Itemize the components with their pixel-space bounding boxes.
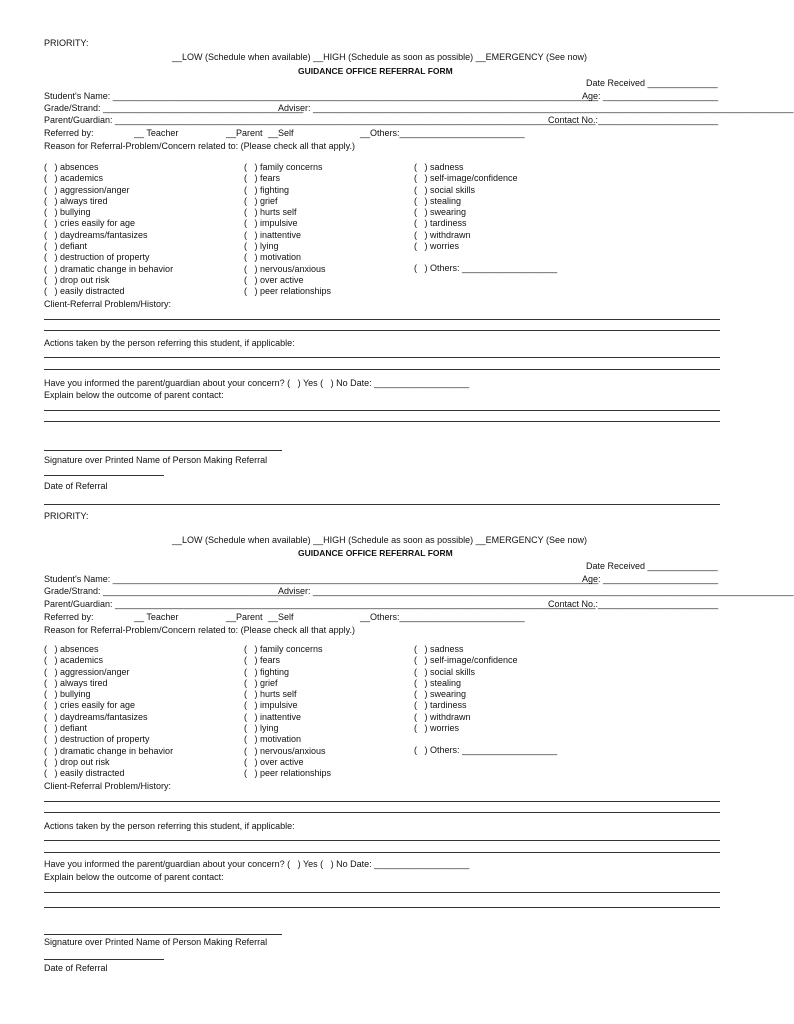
concern-checkbox[interactable]: ( ) hurts self	[244, 207, 297, 218]
answer-line[interactable]	[44, 421, 720, 422]
concern-checkbox[interactable]: ( ) tardiness	[414, 700, 467, 711]
concern-checkbox[interactable]: ( ) dramatic change in behavior	[44, 745, 174, 756]
concern-checkbox[interactable]: ( ) daydreams/fantasizes	[44, 711, 148, 722]
concern-checkbox[interactable]: ( ) grief	[244, 195, 278, 206]
concern-checkbox[interactable]: ( ) tardiness	[414, 218, 467, 229]
concern-column-2	[244, 162, 331, 298]
concern-checkbox[interactable]: ( ) over active	[244, 274, 304, 285]
referred-by-label: Referred by:	[44, 612, 94, 622]
referred-others-field[interactable]: __Others:_________________________	[360, 128, 525, 138]
concern-column-1	[44, 162, 173, 298]
actions-label: Actions taken by the person referring this student, if applicable:	[44, 338, 295, 348]
concern-checkbox[interactable]: ( ) nervous/anxious	[244, 745, 326, 756]
concern-checkbox[interactable]: ( ) aggression/anger	[44, 184, 130, 195]
concern-checkbox[interactable]: ( ) stealing	[414, 677, 462, 688]
concern-checkbox[interactable]: ( ) sadness	[414, 644, 464, 654]
concern-checkbox[interactable]: ( ) social skills	[414, 184, 476, 195]
concern-checkbox[interactable]: ( ) cries easily for age	[44, 218, 136, 229]
concern-checkbox[interactable]: ( ) fighting	[244, 666, 290, 677]
signature-label: Signature over Printed Name of Person Making Referral	[44, 937, 268, 947]
concern-checkbox[interactable]: ( ) defiant	[44, 723, 88, 734]
explain-label: Explain below the outcome of parent contact:	[44, 390, 224, 400]
referred-self-option[interactable]: __Self	[268, 128, 294, 138]
date-of-referral-label: Date of Referral	[44, 963, 108, 973]
concern-checkbox[interactable]: ( ) drop out risk	[44, 756, 110, 767]
date-of-referral-line[interactable]	[44, 959, 164, 960]
answer-line[interactable]	[44, 892, 720, 893]
priority-label: PRIORITY:	[44, 38, 89, 48]
concern-checkbox[interactable]: ( ) motivation	[244, 252, 302, 263]
concern-checkbox[interactable]: ( ) swearing	[414, 207, 467, 218]
concern-checkbox[interactable]: ( ) bullying	[44, 207, 91, 218]
contact-no-field[interactable]: Contact No.:________________________	[548, 115, 719, 125]
date-received-field[interactable]: Date Received ______________	[586, 78, 718, 88]
concern-checkbox[interactable]: ( ) family concerns	[244, 162, 323, 172]
adviser-field[interactable]: Adviser: ________________________________________________________________________________________________	[278, 103, 794, 113]
concern-checkbox[interactable]: ( ) motivation	[244, 734, 302, 745]
referred-parent-option[interactable]: __Parent	[226, 612, 263, 622]
concern-checkbox[interactable]: ( ) sadness	[414, 162, 464, 172]
concern-checkbox[interactable]: ( ) worries	[414, 241, 459, 252]
concern-checkbox[interactable]: ( ) nervous/anxious	[244, 263, 326, 274]
referred-teacher-option[interactable]: __ Teacher	[134, 128, 179, 138]
answer-line[interactable]	[44, 330, 720, 331]
answer-line[interactable]	[44, 801, 720, 802]
concern-checkbox[interactable]: ( ) withdrawn	[414, 229, 471, 240]
signature-line[interactable]	[44, 450, 282, 451]
parent-informed-field[interactable]: Have you informed the parent/guardian about your concern? ( ) Yes ( ) No Date: ___________________	[44, 378, 470, 388]
age-field[interactable]: Age: _______________________	[582, 574, 719, 584]
priority-options[interactable]: __LOW (Schedule when available) __HIGH (Schedule as soon as possible) __EMERGENCY (See now)	[172, 52, 588, 62]
date-of-referral-label: Date of Referral	[44, 481, 108, 491]
grade-strand-field[interactable]: Grade/Strand: ________________________________________	[44, 586, 304, 596]
form-separator-line	[44, 504, 720, 505]
concern-checkbox[interactable]: ( ) swearing	[414, 689, 467, 700]
form-title: GUIDANCE OFFICE REFERRAL FORM	[298, 548, 453, 558]
answer-line[interactable]	[44, 852, 720, 853]
concern-checkbox[interactable]: ( ) family concerns	[244, 644, 323, 654]
reason-label: Reason for Referral-Problem/Concern related to: (Please check all that apply.)	[44, 141, 355, 151]
concern-others-field[interactable]: ( ) Others: ___________________	[414, 745, 558, 755]
concern-checkbox[interactable]: ( ) bullying	[44, 689, 91, 700]
concern-column-2	[244, 644, 331, 780]
concern-checkbox[interactable]: ( ) always tired	[44, 195, 108, 206]
concern-checkbox[interactable]: ( ) social skills	[414, 666, 476, 677]
referral-form-1	[0, 38, 794, 520]
reason-label: Reason for Referral-Problem/Concern related to: (Please check all that apply.)	[44, 625, 355, 635]
parent-guardian-field[interactable]: Parent/Guardian: ________________________________________________________________________________________________	[44, 599, 596, 609]
contact-no-field[interactable]: Contact No.:________________________	[548, 599, 719, 609]
concern-checkbox[interactable]: ( ) aggression/anger	[44, 666, 130, 677]
concern-checkbox[interactable]: ( ) destruction of property	[44, 734, 150, 745]
concern-checkbox[interactable]: ( ) defiant	[44, 241, 88, 252]
concern-checkbox[interactable]: ( ) destruction of property	[44, 252, 150, 263]
date-received-field[interactable]: Date Received ______________	[586, 561, 718, 571]
concern-checkbox[interactable]: ( ) grief	[244, 677, 278, 688]
signature-label: Signature over Printed Name of Person Making Referral	[44, 455, 268, 465]
concern-checkbox[interactable]: ( ) dramatic change in behavior	[44, 263, 174, 274]
concern-checkbox[interactable]: ( ) stealing	[414, 195, 462, 206]
concern-checkbox[interactable]: ( ) worries	[414, 723, 459, 734]
concern-checkbox[interactable]: ( ) easily distracted	[44, 286, 125, 297]
concern-checkbox[interactable]: ( ) absences	[44, 162, 99, 172]
concern-column-3	[414, 644, 518, 734]
parent-informed-field[interactable]: Have you informed the parent/guardian about your concern? ( ) Yes ( ) No Date: ___________________	[44, 859, 470, 869]
answer-line[interactable]	[44, 840, 720, 841]
priority-options[interactable]: __LOW (Schedule when available) __HIGH (Schedule as soon as possible) __EMERGENCY (See now)	[172, 535, 588, 545]
concern-checkbox[interactable]: ( ) self-image/confidence	[414, 173, 518, 184]
answer-line[interactable]	[44, 369, 720, 370]
concern-checkbox[interactable]: ( ) withdrawn	[414, 711, 471, 722]
actions-label: Actions taken by the person referring this student, if applicable:	[44, 821, 295, 831]
priority-label: PRIORITY:	[44, 511, 89, 521]
concern-checkbox[interactable]: ( ) academics	[44, 173, 104, 184]
client-history-label: Client-Referral Problem/History:	[44, 299, 172, 309]
date-of-referral-line[interactable]	[44, 475, 164, 476]
parent-guardian-field[interactable]: Parent/Guardian: ________________________________________________________________________________________________	[44, 115, 596, 125]
concern-column-1	[44, 644, 173, 780]
concern-checkbox[interactable]: ( ) inattentive	[244, 229, 302, 240]
concern-checkbox[interactable]: ( ) peer relationships	[244, 768, 332, 779]
concern-checkbox[interactable]: ( ) lying	[244, 241, 279, 252]
concern-checkbox[interactable]: ( ) cries easily for age	[44, 700, 136, 711]
answer-line[interactable]	[44, 319, 720, 320]
concern-checkbox[interactable]: ( ) fighting	[244, 184, 290, 195]
signature-line[interactable]	[44, 934, 282, 935]
answer-line[interactable]	[44, 907, 720, 908]
students-name-field[interactable]: Student's Name: _________________________________________________________________________________________________	[44, 91, 599, 101]
answer-line[interactable]	[44, 410, 720, 411]
client-history-label: Client-Referral Problem/History:	[44, 781, 172, 791]
concern-checkbox[interactable]: ( ) impulsive	[244, 700, 298, 711]
concern-checkbox[interactable]: ( ) drop out risk	[44, 274, 110, 285]
referred-teacher-option[interactable]: __ Teacher	[134, 612, 179, 622]
concern-checkbox[interactable]: ( ) academics	[44, 655, 104, 666]
form-title: GUIDANCE OFFICE REFERRAL FORM	[298, 66, 453, 76]
concern-checkbox[interactable]: ( ) peer relationships	[244, 286, 332, 297]
referred-parent-option[interactable]: __Parent	[226, 128, 263, 138]
concern-checkbox[interactable]: ( ) always tired	[44, 677, 108, 688]
referred-others-field[interactable]: __Others:_________________________	[360, 612, 525, 622]
concern-checkbox[interactable]: ( ) easily distracted	[44, 768, 125, 779]
referred-by-label: Referred by:	[44, 128, 94, 138]
concern-checkbox[interactable]: ( ) over active	[244, 756, 304, 767]
concern-checkbox[interactable]: ( ) hurts self	[244, 689, 297, 700]
answer-line[interactable]	[44, 812, 720, 813]
grade-strand-field[interactable]: Grade/Strand: ________________________________________	[44, 103, 304, 113]
concern-checkbox[interactable]: ( ) daydreams/fantasizes	[44, 229, 148, 240]
concern-checkbox[interactable]: ( ) absences	[44, 644, 99, 654]
students-name-field[interactable]: Student's Name: _________________________________________________________________________________________________	[44, 574, 599, 584]
answer-line[interactable]	[44, 357, 720, 358]
concern-checkbox[interactable]: ( ) inattentive	[244, 711, 302, 722]
adviser-field[interactable]: Adviser: ________________________________________________________________________________________________	[278, 586, 794, 596]
referred-self-option[interactable]: __Self	[268, 612, 294, 622]
age-field[interactable]: Age: _______________________	[582, 91, 719, 101]
concern-checkbox[interactable]: ( ) fears	[244, 173, 281, 184]
concern-column-3	[414, 162, 518, 252]
concern-checkbox[interactable]: ( ) fears	[244, 655, 281, 666]
referral-form-2	[0, 511, 794, 993]
concern-checkbox[interactable]: ( ) self-image/confidence	[414, 655, 518, 666]
explain-label: Explain below the outcome of parent contact:	[44, 872, 224, 882]
concern-checkbox[interactable]: ( ) impulsive	[244, 218, 298, 229]
concern-others-field[interactable]: ( ) Others: ___________________	[414, 263, 558, 273]
concern-checkbox[interactable]: ( ) lying	[244, 723, 279, 734]
